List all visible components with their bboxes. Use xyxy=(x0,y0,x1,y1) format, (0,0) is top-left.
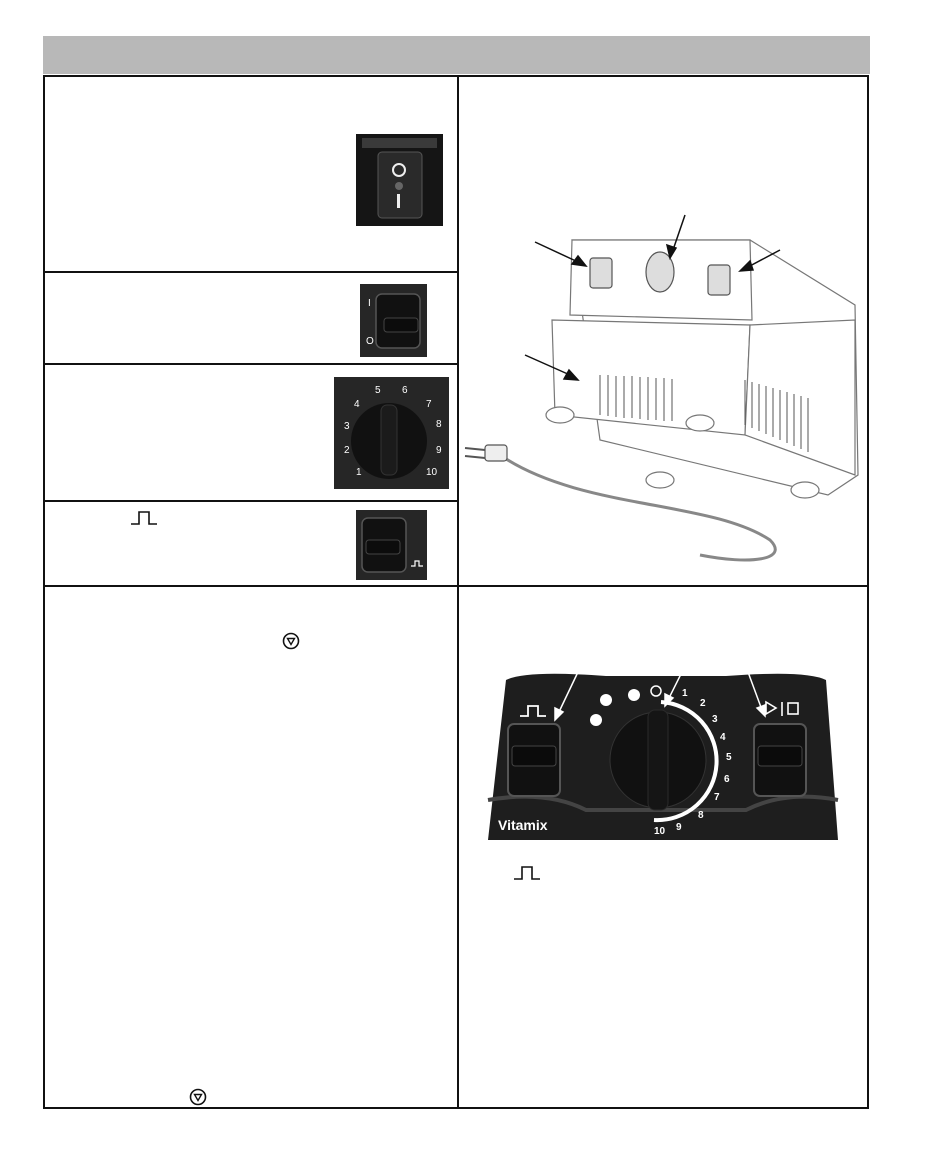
dial-number: 9 xyxy=(436,445,442,456)
panel-dial-number: 3 xyxy=(712,714,718,725)
blender-base-illustration xyxy=(460,210,868,570)
variable-speed-dial-photo xyxy=(334,377,449,489)
program-icon xyxy=(189,1088,207,1106)
section-header-bar xyxy=(43,36,870,74)
dial-number: 4 xyxy=(354,399,360,410)
row-divider xyxy=(43,271,458,273)
panel-dial-number: 5 xyxy=(726,752,732,763)
dial-number: 1 xyxy=(356,467,362,478)
row-divider xyxy=(43,585,869,587)
column-divider xyxy=(457,75,459,1109)
row-divider xyxy=(43,363,458,365)
panel-dial-number: 9 xyxy=(676,822,682,833)
panel-dial-number: 1 xyxy=(682,688,688,699)
pulse-icon xyxy=(130,510,160,526)
dial-number: 8 xyxy=(436,419,442,430)
panel-dial-number: 2 xyxy=(700,698,706,709)
on-off-switch-photo xyxy=(360,284,427,357)
program-icon xyxy=(282,632,300,650)
panel-dial-number: 4 xyxy=(720,732,726,743)
power-switch-photo xyxy=(356,134,443,226)
switch-on-label: I xyxy=(368,298,371,309)
dial-number: 2 xyxy=(344,445,350,456)
panel-arrows xyxy=(540,670,770,730)
panel-dial-number: 7 xyxy=(714,792,720,803)
dial-number: 6 xyxy=(402,385,408,396)
panel-dial-number: 10 xyxy=(654,826,666,837)
dial-number: 10 xyxy=(426,467,438,478)
switch-off-label: O xyxy=(366,336,374,347)
brand-logo: Vitamix xyxy=(498,817,548,833)
panel-dial-number: 8 xyxy=(698,810,704,821)
row-divider xyxy=(43,500,458,502)
dial-number: 5 xyxy=(375,385,381,396)
pulse-switch-photo xyxy=(356,510,427,580)
pulse-icon xyxy=(513,865,543,881)
dial-number: 7 xyxy=(426,399,432,410)
dial-number: 3 xyxy=(344,421,350,432)
panel-dial-number: 6 xyxy=(724,774,730,785)
